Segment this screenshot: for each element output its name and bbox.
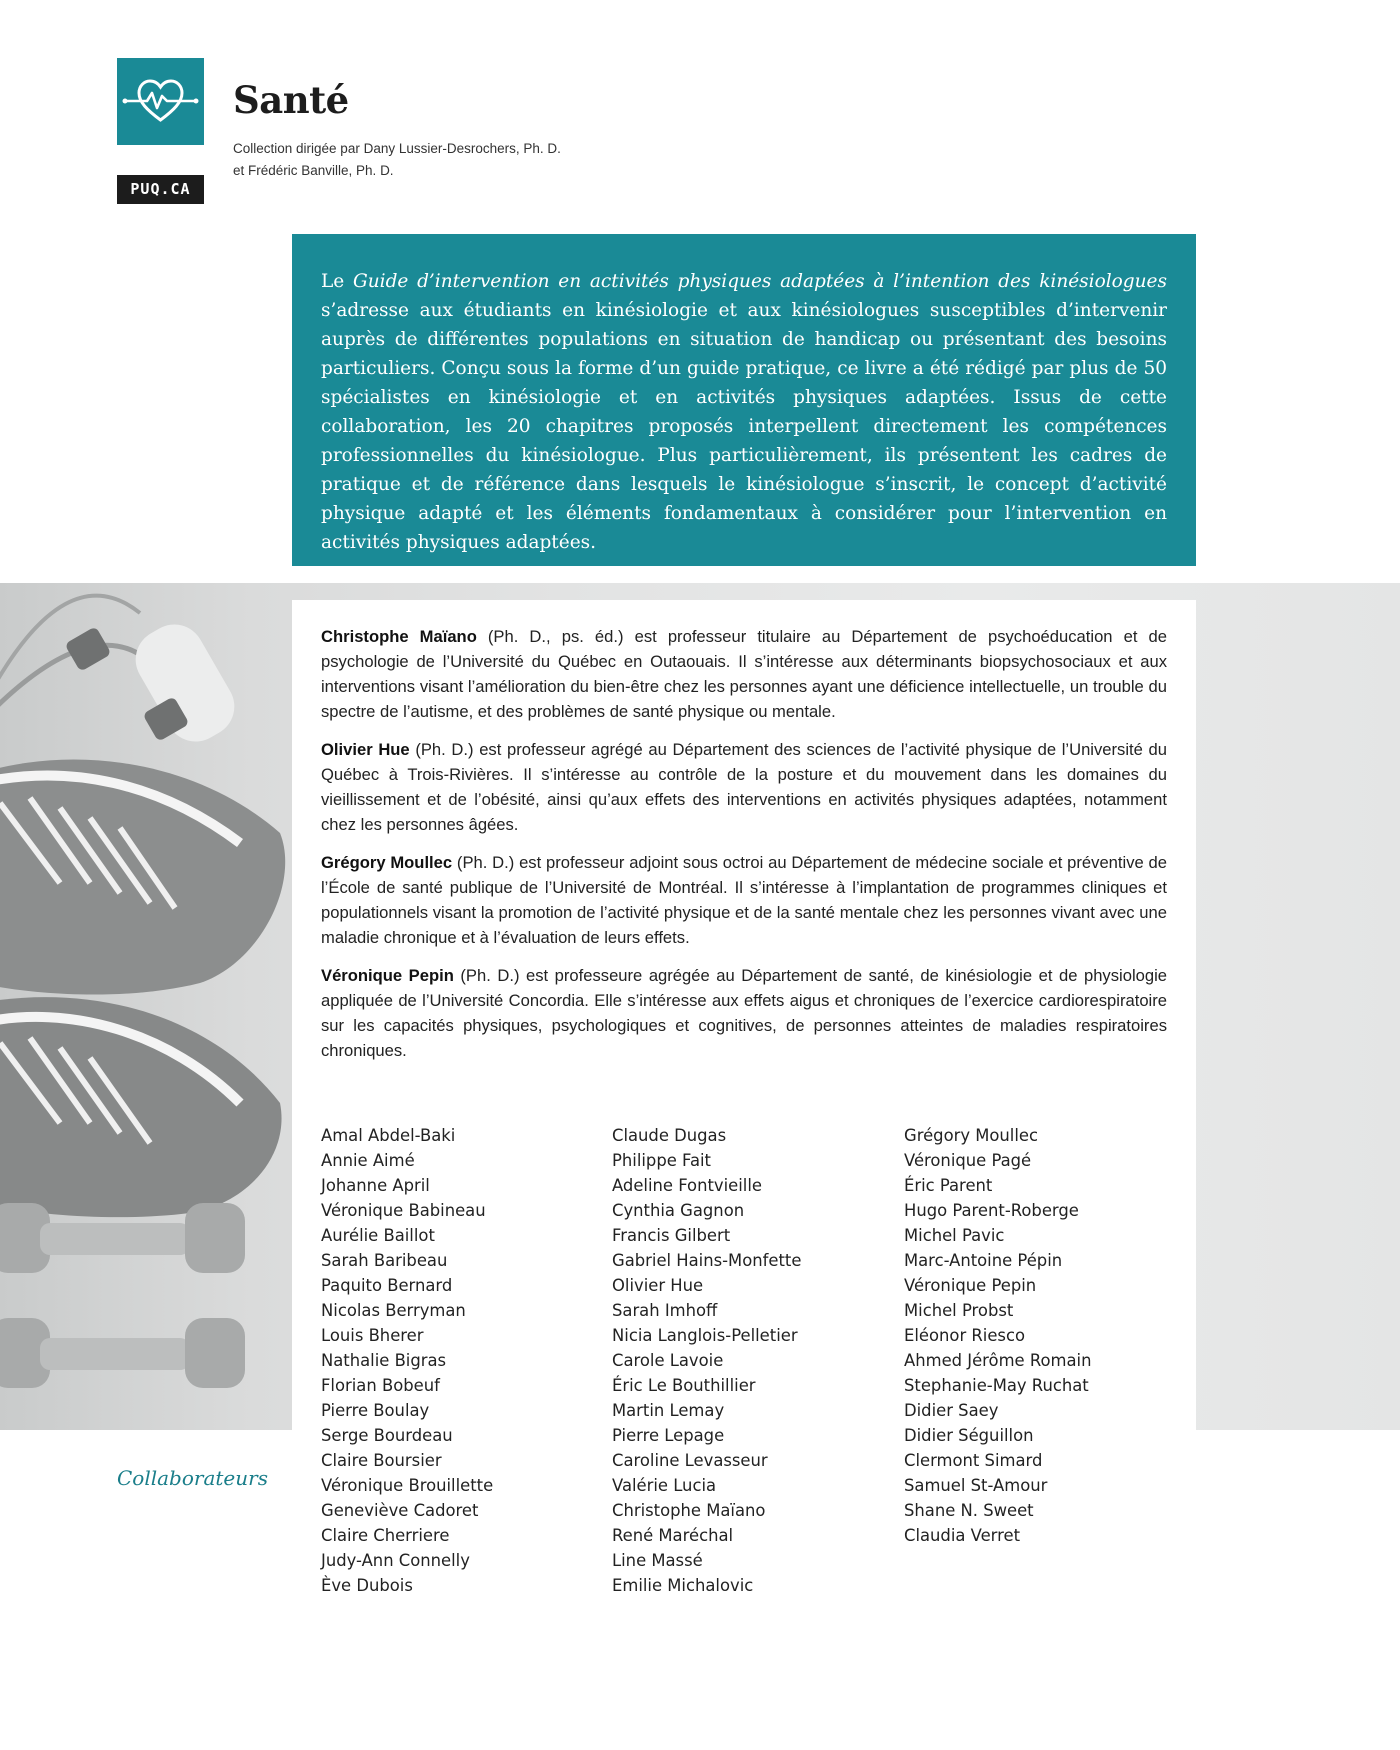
collaborator-name: René Maréchal	[612, 1526, 734, 1545]
collaborators-label: Collaborateurs	[117, 1466, 268, 1490]
collaborator-name: Sarah Imhoff	[612, 1301, 718, 1320]
heart-pulse-icon	[117, 58, 204, 145]
collaborator-name: Adeline Fontvieille	[612, 1176, 762, 1195]
collaborator-name: Annie Aimé	[321, 1151, 415, 1170]
description-prefix: Le	[321, 271, 353, 292]
collaborator-name: Claire Cherriere	[321, 1526, 450, 1545]
collaborator-name: Nicolas Berryman	[321, 1301, 466, 1320]
series-logo	[117, 58, 204, 145]
collaborator-name: Christophe Maïano	[612, 1501, 766, 1520]
collaborator-name: Véronique Pepin	[904, 1276, 1037, 1295]
collaborator-name: Eléonor Riesco	[904, 1326, 1025, 1345]
collaborator-name: Martin Lemay	[612, 1401, 725, 1420]
author-bio-text: (Ph. D.) est professeur agrégé au Département des sciences de l’activité physique de l’Université du Québec à Trois-Rivières. Il s’intéresse au contrôle de la posture et du mouvement dans les domaines du vieillissement et de l’obésité, ainsi qu’aux effets des interventions en activités physiques adaptées, notamment chez les personnes âgées.	[321, 740, 1167, 834]
collaborator-name: Paquito Bernard	[321, 1276, 453, 1295]
collaborator-name: Sarah Baribeau	[321, 1251, 448, 1270]
collaborator-name: Philippe Fait	[612, 1151, 711, 1170]
book-description-panel	[292, 234, 1196, 566]
collaborator-name: Geneviève Cadoret	[321, 1501, 479, 1520]
collaborator-name: Cynthia Gagnon	[612, 1201, 745, 1220]
collaborator-name: Louis Bherer	[321, 1326, 424, 1345]
author-name: Christophe Maïano	[321, 627, 477, 646]
collaborator-name: Ahmed Jérôme Romain	[904, 1351, 1092, 1370]
collaborator-name: Hugo Parent-Roberge	[904, 1201, 1079, 1220]
collaborator-name: Éric Parent	[904, 1176, 993, 1195]
collaborator-name: Michel Probst	[904, 1301, 1014, 1320]
author-bio-text: (Ph. D., ps. éd.) est professeur titulaire au Département de psychoéducation et de psychologie de l’Université du Québec en Outaouais. Il s’intéresse aux déterminants biopsychosociaux et aux interventions visant l’amélioration du bien-être chez les personnes ayant une déficience intellectuelle, un trouble du spectre de l’autisme, et des problèmes de santé physique ou mentale.	[321, 627, 1167, 721]
collaborator-name: Véronique Pagé	[904, 1151, 1032, 1170]
collaborator-name: Emilie Michalovic	[612, 1576, 754, 1595]
collaborators-column-2	[612, 1123, 892, 1598]
collaborator-name: Nicia Langlois-Pelletier	[612, 1326, 798, 1345]
collaborator-name: Caroline Levasseur	[612, 1451, 768, 1470]
collaborator-name: Carole Lavoie	[612, 1351, 724, 1370]
direction-line: Collection dirigée par Dany Lussier-Desrochers, Ph. D.	[233, 141, 561, 156]
collaborator-name: Grégory Moullec	[904, 1126, 1039, 1145]
collaborator-name: Valérie Lucia	[612, 1476, 717, 1495]
collaborator-name: Aurélie Baillot	[321, 1226, 435, 1245]
collaborator-name: Pierre Boulay	[321, 1401, 430, 1420]
collaborator-name: Francis Gilbert	[612, 1226, 731, 1245]
author-bio	[321, 963, 1167, 1063]
collaborator-name: Didier Saey	[904, 1401, 999, 1420]
collaborator-name: Samuel St-Amour	[904, 1476, 1048, 1495]
collaborator-name: Shane N. Sweet	[904, 1501, 1034, 1520]
author-name: Olivier Hue	[321, 740, 410, 759]
collaborator-name: Ève Dubois	[321, 1576, 413, 1595]
collaborator-name: Judy-Ann Connelly	[321, 1551, 470, 1570]
collaborator-name: Didier Séguillon	[904, 1426, 1034, 1445]
series-direction	[233, 138, 561, 182]
author-name: Véronique Pepin	[321, 966, 454, 985]
collaborator-name: Amal Abdel-Baki	[321, 1126, 456, 1145]
collaborator-name: Véronique Babineau	[321, 1201, 486, 1220]
collaborator-name: Véronique Brouillette	[321, 1476, 494, 1495]
author-bio	[321, 737, 1167, 837]
collaborator-name: Stephanie-May Ruchat	[904, 1376, 1089, 1395]
author-bio	[321, 850, 1167, 950]
author-bios	[321, 624, 1167, 1076]
collaborator-name: Pierre Lepage	[612, 1426, 725, 1445]
collaborators-column-3	[904, 1123, 1184, 1548]
collaborator-name: Éric Le Bouthillier	[612, 1376, 756, 1395]
book-title: Guide d’intervention en activités physiques adaptées à l’intention des kinésiologues	[352, 271, 1167, 292]
collaborator-name: Olivier Hue	[612, 1276, 704, 1295]
direction-line: et Frédéric Banville, Ph. D.	[233, 163, 394, 178]
collaborators-column-1	[321, 1123, 601, 1598]
author-bio-text: (Ph. D.) est professeure agrégée au Département de santé, de kinésiologie et de physiologie appliquée de l’Université Concordia. Elle s’intéresse aux effets aigus et chroniques de l’exercice cardiorespiratoire sur les capacités physiques, psychologiques et cognitives, de personnes atteintes de maladies respiratoires chroniques.	[321, 966, 1167, 1060]
collaborator-name: Florian Bobeuf	[321, 1376, 440, 1395]
author-name: Grégory Moullec	[321, 853, 453, 872]
book-description	[321, 267, 1167, 557]
collaborator-name: Serge Bourdeau	[321, 1426, 453, 1445]
publisher-badge[interactable]: PUQ.CA	[117, 175, 204, 204]
author-bio-text: (Ph. D.) est professeur adjoint sous octroi au Département de médecine sociale et préventive de l’École de santé publique de l’Université de Montréal. Il s’intéresse à l’implantation de programmes cliniques et populationnels visant la promotion de l’activité physique et de la santé mentale chez les personnes vivant avec une maladie chronique et à l’évaluation de leurs effets.	[321, 853, 1167, 947]
collaborator-name: Michel Pavic	[904, 1226, 1005, 1245]
collaborator-name: Claude Dugas	[612, 1126, 727, 1145]
collaborator-name: Claire Boursier	[321, 1451, 442, 1470]
description-body: s’adresse aux étudiants en kinésiologie et aux kinésiologues susceptibles d’intervenir auprès de différentes populations en situation de handicap ou présentant des besoins particuliers. Conçu sous la forme d’un guide pratique, ce livre a été rédigé par plus de 50 spécialistes en kinésiologie et en activités physiques adaptées. Issus de cette collaboration, les 20 chapitres proposés interpellent directement les compétences professionnelles du kinésiologue. Plus particulièrement, ils présentent les cadres de pratique et de référence dans lesquels le kinésiologue s’inscrit, le concept d’activité physique adapté et les éléments fondamentaux à considérer pour l’intervention en activités physiques adaptées.	[321, 300, 1167, 553]
series-title: Santé	[233, 78, 349, 122]
collaborator-name: Line Massé	[612, 1551, 703, 1570]
collaborator-name: Nathalie Bigras	[321, 1351, 447, 1370]
collaborator-name: Gabriel Hains-Monfette	[612, 1251, 802, 1270]
collaborator-name: Johanne April	[321, 1176, 430, 1195]
collaborator-name: Marc-Antoine Pépin	[904, 1251, 1063, 1270]
collaborator-name: Clermont Simard	[904, 1451, 1043, 1470]
author-bio	[321, 624, 1167, 724]
collaborator-name: Claudia Verret	[904, 1526, 1021, 1545]
